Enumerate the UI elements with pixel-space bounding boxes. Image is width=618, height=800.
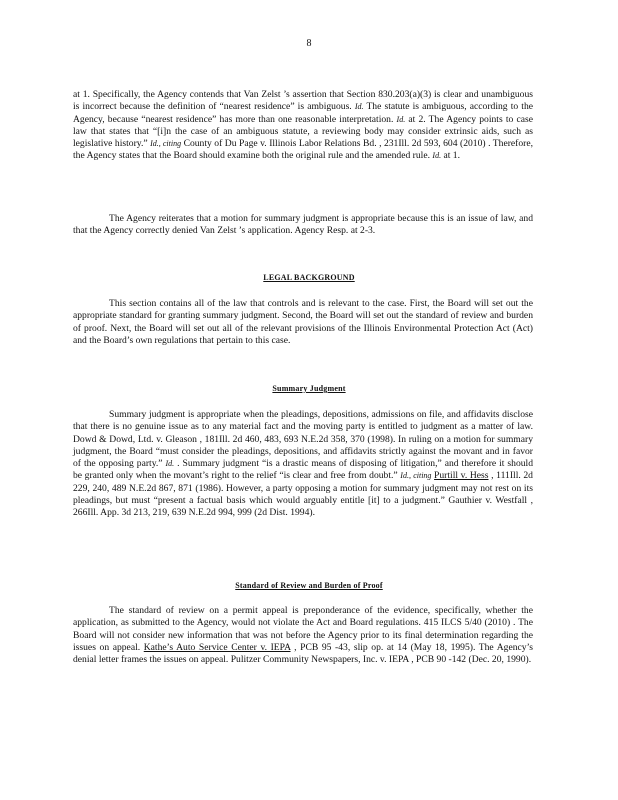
paragraph-agency-contention: at 1. Specifically, the Agency contends that Van Zelst ’s assertion that Section 830.203(a)(3) is clear and unambiguous is incorrect because the definition of “nearest residence” is ambiguous. Id. The statute is ambiguous, according to the Agency, because “nearest residence” has more than one reasonable interpretation. Id. at 2. The Agency points to case law that states that “[i]n the case of an ambiguous statute, a reviewing body may consider extrinsic aids, such as legislative history.” Id., citing County of Du Page v. Illinois Labor Relations Bd. , 231Ill. 2d 593, 604 (2010) . Therefore, the Agency states that the Board should examine both the original rule and the amended rule. Id. at 1. [73,89,533,162]
heading-summary-judgment: Summary Judgment [272,384,346,393]
paragraph-agency-reiterates: The Agency reiterates that a motion for summary judgment is appropriate because this is an issue of law, and that the Agency correctly denied Van Zelst ’s application. Agency Resp. at 2-3. [73,213,533,237]
case-purtill-v-hess: Purtill v. Hess [434,470,489,482]
paragraph-legal-background: This section contains all of the law that controls and is relevant to the case. First, the Board will set out the appropriate standard for granting summary judgment. Second, the Board will set out the standard of review and burden of proof. Next, the Board will set out all of the relevant provisions of the Illinois Environmental Protection Act (Act) and the Board’s own regulations that pertain to this case. [73,298,533,346]
paragraph-summary-judgment: Summary judgment is appropriate when the pleadings, depositions, admissions on file, and affidavits disclose that there is no genuine issue as to any material fact and the moving party is entitled to judgment as a matter of law. Dowd & Dowd, Ltd. v. Gleason , 181Ill. 2d 460, 483, 693 N.E.2d 358, 370 (1998). In ruling on a motion for summary judgment, the Board “must consider the pleadings, depositions, and affidavits strictly against the movant and in favor of the opposing party.” Id. . Summary judgment “is a drastic means of disposing of litigation,” and therefore it should be granted only when the movant’s right to the relief “is clear and free from doubt.” Id., citing Purtill v. Hess , 111Ill. 2d 229, 240, 489 N.E.2d 867, 871 (1986). However, a party opposing a motion for summary judgment may not rest on its pleadings, but must “present a factual basis which would arguably entitle [it] to a judgment.” Gauthier v. Westfall , 266Ill. App. 3d 213, 219, 639 N.E.2d 994, 999 (2d Dist. 1994). [73,409,534,519]
heading-standard-of-review: Standard of Review and Burden of Proof [235,581,383,590]
case-kathes-auto: Kathe’s Auto Service Center v. IEPA [143,641,291,653]
heading-legal-background: LEGAL BACKGROUND [263,273,355,282]
paragraph-standard-of-review: The standard of review on a permit appeal is preponderance of the evidence, specifically, whether the application, as submitted to the Agency, would not violate the Act and Board regulations. 415 ILCS 5/40 (2010) . The Board will not consider new information that was not before the Agency prior to its final determination regarding the issues on appeal. Kathe’s Auto Service Center v. IEPA , PCB 95 -43, slip op. at 14 (May 18, 1995). The Agency’s denial letter frames the issues on appeal. Pulitzer Community Newspapers, Inc. v. IEPA , PCB 90 -142 (Dec. 20, 1990). [73,605,533,666]
page-number: 8 [306,38,312,49]
